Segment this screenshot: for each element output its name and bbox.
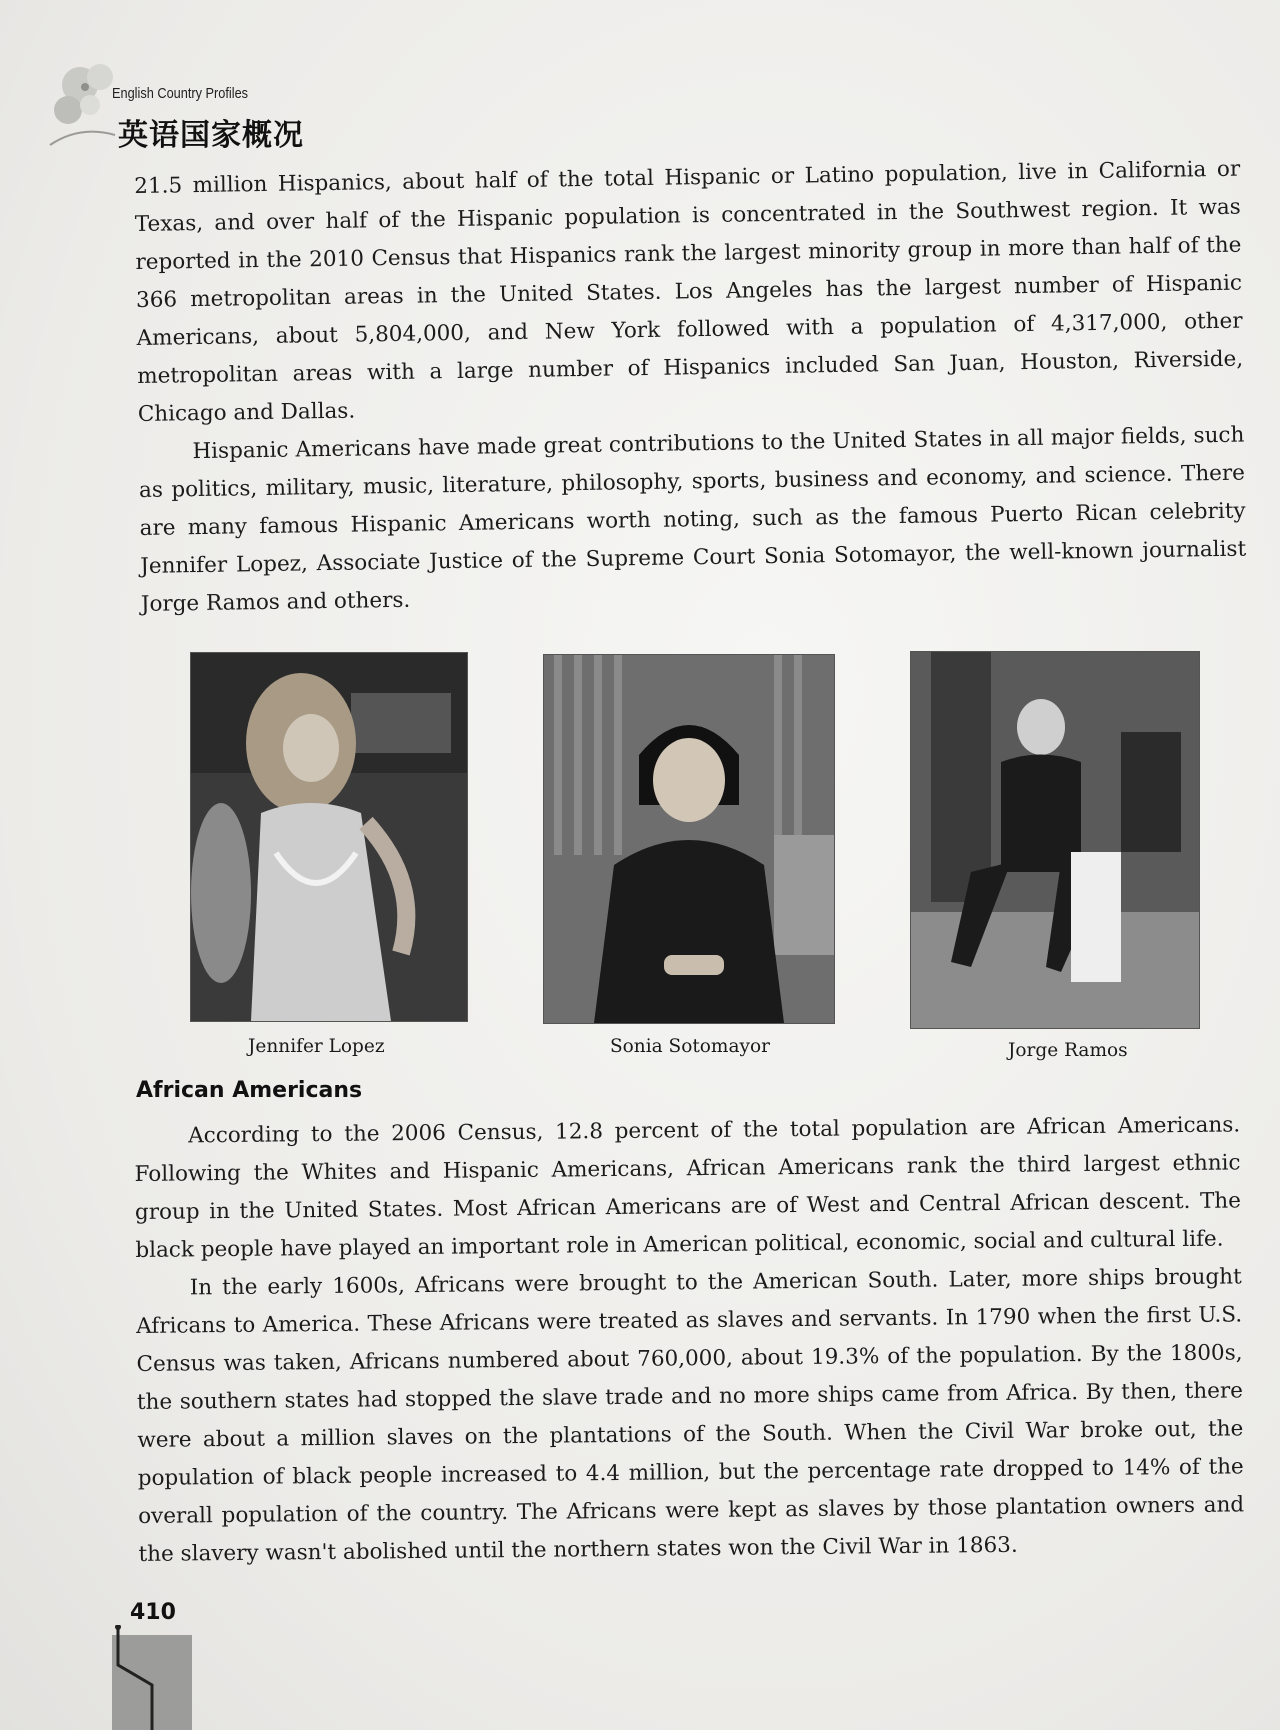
- text-block-hispanic: [134, 151, 1247, 624]
- justice-image: [544, 655, 834, 1023]
- paragraph: Hispanic Americans have made great contributions to the United States in all major fields, such as politics, military, music, literature, philosophy, sports, business and economy, and science. There are many famous Hispanic Americans worth noting, such as the famous Puerto Rican celebrity Jennifer Lopez, Associate Justice of the Supreme Court Sonia Sotomayor, the well-known journalist Jorge Ramos and others.: [138, 422, 1247, 617]
- paragraph: 21.5 million Hispanics, about half of the total Hispanic or Latino population, live in California or Texas, and over half of the Hispanic population is concentrated in the Southwest region. It was reported in the 2010 Census that Hispanics rank the largest minority group in more than half of the 366 metropolitan areas in the United States. Los Angeles has the largest number of Hispanic Americans, about 5,804,000, and New York followed with a population of 4,317,000, other metropolitan areas with a large number of Hispanics included San Juan, Houston, Riverside, Chicago and Dallas.: [134, 156, 1244, 427]
- performer-image: [191, 653, 467, 1021]
- paragraph: According to the 2006 Census, 12.8 percent of the total population are African Americans. Following the Whites and Hispanic Americans, African Americans rank the third largest ethnic group in the United States. Most African Americans are of West and Central African descent. The black people have played an important role in American political, economic, social and cultural life.: [134, 1112, 1242, 1263]
- running-header: [40, 55, 400, 165]
- section-heading: African Americans: [136, 1078, 363, 1103]
- photo-jennifer-lopez: [190, 652, 468, 1022]
- header-title-chinese: 英语国家概况: [118, 118, 304, 153]
- page-number: 410: [130, 1600, 176, 1625]
- caption: Jorge Ramos: [1008, 1040, 1128, 1061]
- text-block-african-americans: [134, 1106, 1245, 1574]
- caption: Sonia Sotomayor: [610, 1036, 770, 1057]
- header-title-english: English Country Profiles: [112, 85, 249, 102]
- paragraph: In the early 1600s, Africans were brought to the American South. Later, more ships brought Africans to America. These Africans were treated as slaves and servants. In 1790 when the first U.S. Census was taken, Africans numbered about 760,000, about 19.3% of the population. By the 1800s, the southern states had stopped the slave trade and no more ships came from Africa. By then, there were about a million slaves on the plantations of the South. When the Civil War broke out, the population of black people increased to 4.4 million, but the percentage rate dropped to 14% of the overall population of the country. The Africans were kept as slaves by those plantation owners and the slavery wasn't abolished until the northern states won the Civil War in 1863.: [136, 1264, 1245, 1567]
- photo-jorge-ramos: [910, 651, 1200, 1029]
- page-corner-decoration-icon: [112, 1625, 192, 1730]
- journalist-image: [911, 652, 1199, 1028]
- photo-sonia-sotomayor: [543, 654, 835, 1024]
- caption: Jennifer Lopez: [248, 1036, 385, 1057]
